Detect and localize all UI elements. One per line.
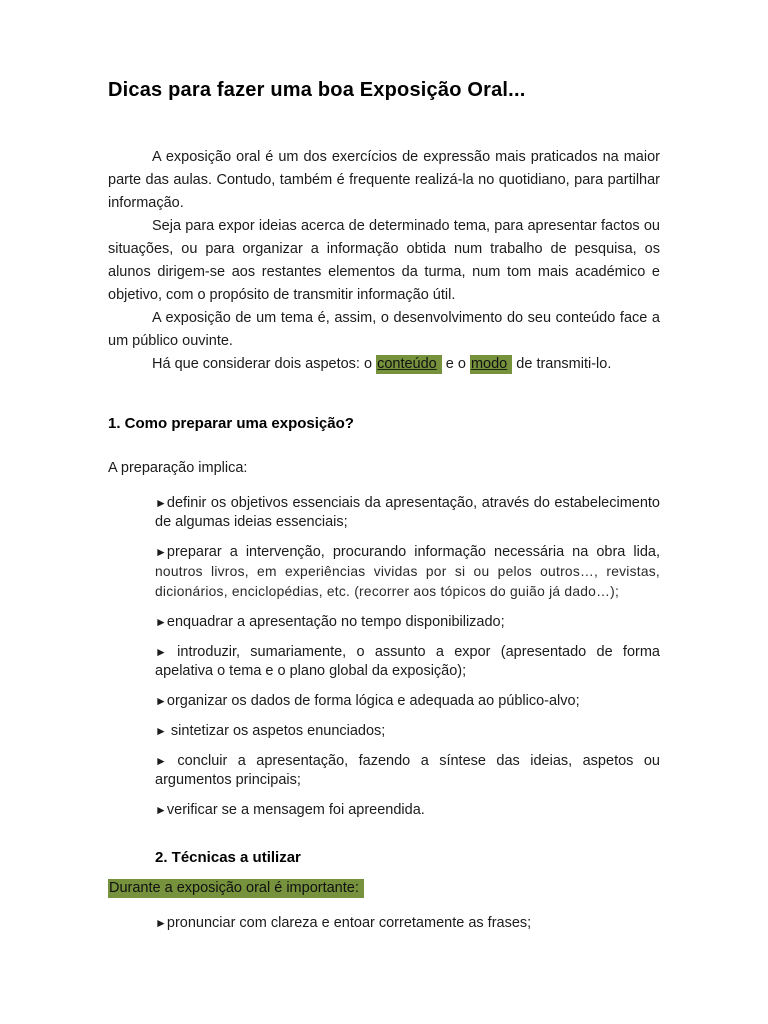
list-item-text-alt: noutros livros, em experiências vividas por si ou pelos outros…, revistas, dicionários, enciclopédias, etc. (recorrer aos tópicos do guião já dado…); — [155, 564, 660, 599]
arrow-bullet-icon: ► — [155, 916, 167, 930]
list-item-text: definir os objetivos essenciais da apresentação, através do estabelecimento de algumas ideias essenciais; — [155, 495, 660, 530]
arrow-bullet-icon: ► — [155, 496, 167, 510]
list-item — [155, 543, 660, 602]
section-1-intro: A preparação implica: — [108, 460, 248, 476]
list-item — [155, 752, 660, 790]
arrow-bullet-icon: ► — [155, 694, 167, 708]
aspects-text-pre: Há que considerar dois aspetos: o — [152, 356, 377, 372]
arrow-bullet-icon: ► — [155, 754, 167, 768]
paragraph-intro-2: Seja para expor ideias acerca de determinado tema, para apresentar factos ou situações, ou para organizar a informação obtida num trabalho de pesquisa, os alunos dirigem-se aos restantes elementos da turma, num tom mais académico e objetivo, com o propósito de transmitir informação útil. — [108, 218, 660, 303]
list-item — [155, 692, 660, 711]
aspects-text-mid: e o — [445, 356, 470, 372]
section-2-heading: 2. Técnicas a utilizar — [155, 849, 301, 866]
list-item-text: sintetizar os aspetos enunciados; — [166, 723, 386, 739]
aspects-text-post: de transmiti-lo. — [516, 356, 612, 372]
document-content — [108, 0, 660, 944]
arrow-bullet-icon: ► — [155, 615, 167, 629]
list-item-text: pronunciar com clareza e entoar corretamente as frases; — [166, 915, 532, 931]
list-item — [155, 914, 660, 933]
list-item-text: introduzir, sumariamente, o assunto a expor (apresentado de forma apelativa o tema e o plano global da exposição); — [155, 644, 660, 679]
section-1-heading: 1. Como preparar uma exposição? — [108, 415, 354, 432]
list-item-text: enquadrar a apresentação no tempo disponibilizado; — [166, 614, 505, 630]
list-item — [155, 613, 660, 632]
arrow-bullet-icon: ► — [155, 545, 167, 559]
list-item-text: preparar a intervenção, procurando informação necessária na obra lida, — [166, 544, 660, 560]
list-item — [155, 722, 660, 741]
list-item-text: organizar os dados de forma lógica e adequada ao público-alvo; — [166, 693, 580, 709]
section-2-bullet-list — [108, 914, 660, 933]
list-item — [155, 801, 660, 820]
arrow-bullet-icon: ► — [155, 724, 167, 738]
paragraph-intro-1: A exposição oral é um dos exercícios de expressão mais praticados na maior parte das aulas. Contudo, também é frequente realizá-la no quotidiano, para partilhar informação. — [108, 149, 660, 211]
list-item — [155, 494, 660, 532]
highlighted-word-conteudo: conteúdo — [376, 355, 442, 374]
section-1-bullet-list — [108, 494, 660, 820]
arrow-bullet-icon: ► — [155, 645, 167, 659]
highlighted-sentence: Durante a exposição oral é importante: — [108, 879, 364, 898]
list-item — [155, 643, 660, 681]
highlighted-word-modo: modo — [470, 355, 512, 374]
arrow-bullet-icon: ► — [155, 803, 167, 817]
paragraph-intro-3: A exposição de um tema é, assim, o desenvolvimento do seu conteúdo face a um público ouvinte. — [108, 310, 660, 349]
section-2-highlighted-line — [108, 878, 660, 899]
paragraph-aspects — [108, 353, 660, 376]
list-item-text: verificar se a mensagem foi apreendida. — [166, 802, 425, 818]
list-item-text: concluir a apresentação, fazendo a síntese das ideias, aspetos ou argumentos principais; — [155, 753, 660, 788]
document-title: Dicas para fazer uma boa Exposição Oral... — [108, 79, 526, 101]
